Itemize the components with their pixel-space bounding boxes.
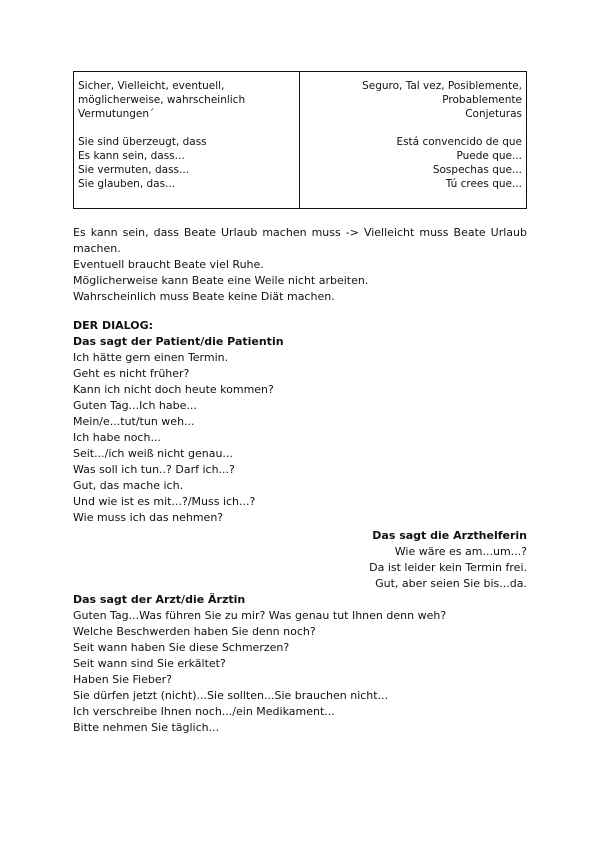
patient-line: Seit.../ich weiß nicht genau... bbox=[73, 447, 233, 460]
doctor-line: Sie dürfen jetzt (nicht)...Sie sollten...Sie brauchen nicht... bbox=[73, 689, 389, 702]
assistant-heading: Das sagt die Arzthelferin bbox=[372, 529, 527, 542]
dialog-section bbox=[73, 318, 527, 736]
german-column bbox=[74, 72, 300, 208]
table-line: Sospechas que... bbox=[432, 164, 522, 176]
patient-line: Mein/e...tut/tun weh... bbox=[73, 415, 195, 428]
table-line: Vermutungen´ bbox=[78, 108, 155, 120]
patient-line: Was soll ich tun..? Darf ich...? bbox=[73, 463, 235, 476]
table-line: Probablemente bbox=[442, 94, 522, 106]
assistant-line: Gut, aber seien Sie bis...da. bbox=[375, 577, 527, 590]
patient-line: Wie muss ich das nehmen? bbox=[73, 511, 224, 524]
doctor-line: Bitte nehmen Sie täglich... bbox=[73, 721, 220, 734]
doctor-line: Haben Sie Fieber? bbox=[73, 673, 172, 686]
dialog-heading: DER DIALOG: bbox=[73, 319, 154, 332]
patient-line: Gut, das mache ich. bbox=[73, 479, 184, 492]
patient-line: Ich habe noch... bbox=[73, 431, 161, 444]
table-line: Sicher, Vielleicht, eventuell, bbox=[78, 80, 225, 92]
table-line: Sie glauben, das... bbox=[78, 178, 176, 190]
patient-line: Und wie ist es mit...?/Muss ich...? bbox=[73, 495, 256, 508]
example-line: Wahrscheinlich muss Beate keine Diät machen. bbox=[73, 290, 335, 303]
example-first: Es kann sein, dass Beate Urlaub machen muss -> Vielleicht muss Beate Urlaub machen. bbox=[73, 226, 527, 255]
assistant-line: Da ist leider kein Termin frei. bbox=[369, 561, 527, 574]
patient-line: Kann ich nicht doch heute kommen? bbox=[73, 383, 274, 396]
table-line: Sie vermuten, dass... bbox=[78, 164, 190, 176]
patient-line: Guten Tag...Ich habe... bbox=[73, 399, 197, 412]
doctor-line: Seit wann haben Sie diese Schmerzen? bbox=[73, 641, 290, 654]
table-line: Tú crees que... bbox=[445, 178, 522, 190]
doctor-line: Guten Tag...Was führen Sie zu mir? Was genau tut Ihnen denn weh? bbox=[73, 609, 447, 622]
assistant-line: Wie wäre es am...um...? bbox=[394, 545, 527, 558]
patient-line: Ich hätte gern einen Termin. bbox=[73, 351, 229, 364]
doctor-heading: Das sagt der Arzt/die Ärztin bbox=[73, 593, 246, 606]
example-line: Möglicherweise kann Beate eine Weile nicht arbeiten. bbox=[73, 274, 369, 287]
doctor-line: Welche Beschwerden haben Sie denn noch? bbox=[73, 625, 316, 638]
spanish-column bbox=[300, 72, 526, 208]
example-line: Eventuell braucht Beate viel Ruhe. bbox=[73, 258, 264, 271]
table-line: Está convencido de que bbox=[396, 136, 522, 148]
table-line: Sie sind überzeugt, dass bbox=[78, 136, 207, 148]
table-line: möglicherweise, wahrscheinlich bbox=[78, 94, 246, 106]
doctor-line: Ich verschreibe Ihnen noch.../ein Medikament... bbox=[73, 705, 335, 718]
vocabulary-table bbox=[73, 71, 527, 209]
table-line: Puede que... bbox=[456, 150, 522, 162]
table-line: Es kann sein, dass... bbox=[78, 150, 185, 162]
patient-heading: Das sagt der Patient/die Patientin bbox=[73, 335, 284, 348]
example-sentences bbox=[73, 225, 527, 305]
table-line: Conjeturas bbox=[465, 108, 522, 120]
doctor-line: Seit wann sind Sie erkältet? bbox=[73, 657, 226, 670]
table-line: Seguro, Tal vez, Posiblemente, bbox=[362, 80, 522, 92]
patient-line: Geht es nicht früher? bbox=[73, 367, 190, 380]
